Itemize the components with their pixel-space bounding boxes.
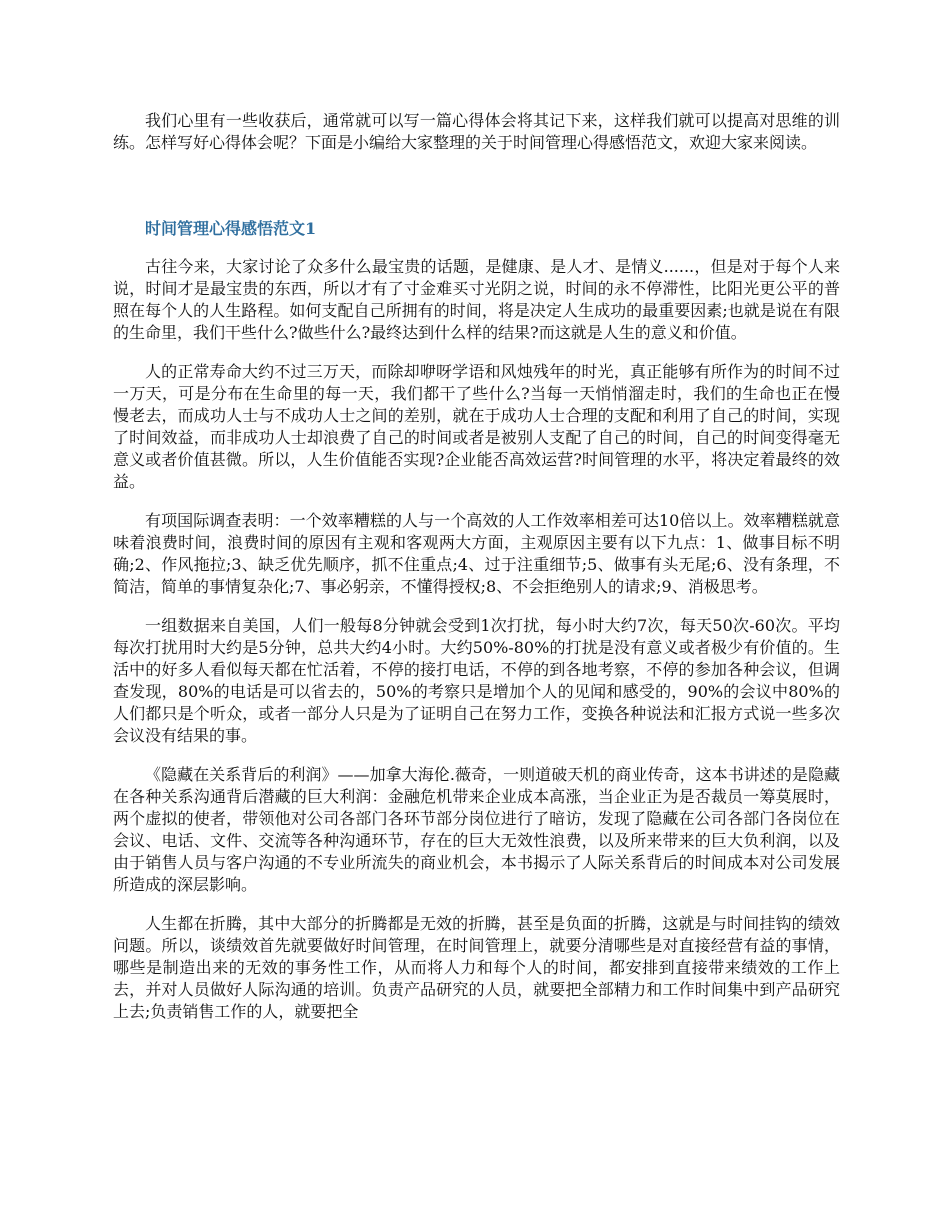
body-paragraph-2: 人的正常寿命大约不过三万天，而除却咿呀学语和风烛残年的时光，真正能够有所作为的时间不过一万天，可是分布在生命里的每一天，我们都干了些什么?当每一天悄悄溜走时，我们的生命也正在慢慢老去，而成功人士与不成功人士之间的差别，就在于成功人士合理的支配和利用了自己的时间，实现了时间效益，而非成功人士却浪费了自己的时间或者是被别人支配了自己的时间，自己的时间变得毫无意义或者价值甚微。所以，人生价值能否实现?企业能否高效运营?时间管理的水平，将决定着最终的效益。 (113, 362, 840, 491)
intro-paragraph: 我们心里有一些收获后，通常就可以写一篇心得体会将其记下来，这样我们就可以提高对思维的训练。怎样写好心得体会呢？下面是小编给大家整理的关于时间管理心得感悟范文，欢迎大家来阅读。 (113, 111, 840, 152)
body-paragraph-6: 人生都在折腾，其中大部分的折腾都是无效的折腾，甚至是负面的折腾，这就是与时间挂钩的绩效问题。所以，谈绩效首先就要做好时间管理，在时间管理上，就要分清哪些是对直接经营有益的事情，哪些是制造出来的无效的事务性工作，从而将人力和每个人的时间，都安排到直接带来绩效的工作上去，并对人员做好人际沟通的培训。负责产品研究的人员，就要把全部精力和工作时间集中到产品研究上去;负责销售工作的人，就要把全 (113, 914, 840, 1021)
document-page (113, 110, 840, 1040)
section-heading: 时间管理心得感悟范文1 (145, 219, 317, 238)
body-paragraph-1: 古往今来，大家讨论了众多什么最宝贵的话题，是健康、是人才、是情义......，但是对于每个人来说，时间才是最宝贵的东西，所以才有了寸金难买寸光阴之说，时间的永不停滞性，比阳光更公平的普照在每个人的人生路程。如何支配自己所拥有的时间，将是决定人生成功的最重要因素;也就是说在有限的生命里，我们干些什么?做些什么?最终达到什么样的结果?而这就是人生的意义和价值。 (113, 257, 840, 342)
body-paragraph-3: 有项国际调查表明：一个效率糟糕的人与一个高效的人工作效率相差可达10倍以上。效率糟糕就意味着浪费时间，浪费时间的原因有主观和客观两大方面，主观原因主要有以下九点：1、做事目标不明确;2、作风拖拉;3、缺乏优先顺序，抓不住重点;4、过于注重细节;5、做事有头无尾;6、没有条理，不简洁，简单的事情复杂化;7、事必躬亲，不懂得授权;8、不会拒绝别人的请求;9、消极思考。 (113, 511, 840, 596)
body-paragraph-4: 一组数据来自美国，人们一般每8分钟就会受到1次打扰，每小时大约7次，每天50次-60次。平均每次打扰用时大约是5分钟，总共大约4小时。大约50%-80%的打扰是没有意义或者极少有价值的。生活中的好多人看似每天都在忙活着，不停的接打电话，不停的到各地考察，不停的参加各种会议，但调查发现，80%的电话是可以省去的，50%的考察只是增加个人的见闻和感受的，90%的会议中80%的人们都只是个听众，或者一部分人只是为了证明自己在努力工作，变换各种说法和汇报方式说一些多次会议没有结果的事。 (113, 616, 840, 745)
body-paragraph-5: 《隐藏在关系背后的利润》——加拿大海伦.薇奇，一则道破天机的商业传奇，这本书讲述的是隐藏在各种关系沟通背后潜藏的巨大利润：金融危机带来企业成本高涨，当企业正为是否裁员一筹莫展时，两个虚拟的使者，带领他对公司各部门各环节部分岗位进行了暗访，发现了隐藏在公司各部门各岗位在会议、电话、文件、交流等各种沟通环节，存在的巨大无效性浪费，以及所来带来的巨大负利润，以及由于销售人员与客户沟通的不专业所流失的商业机会，本书揭示了人际关系背后的时间成本对公司发展所造成的深层影响。 (113, 765, 840, 894)
